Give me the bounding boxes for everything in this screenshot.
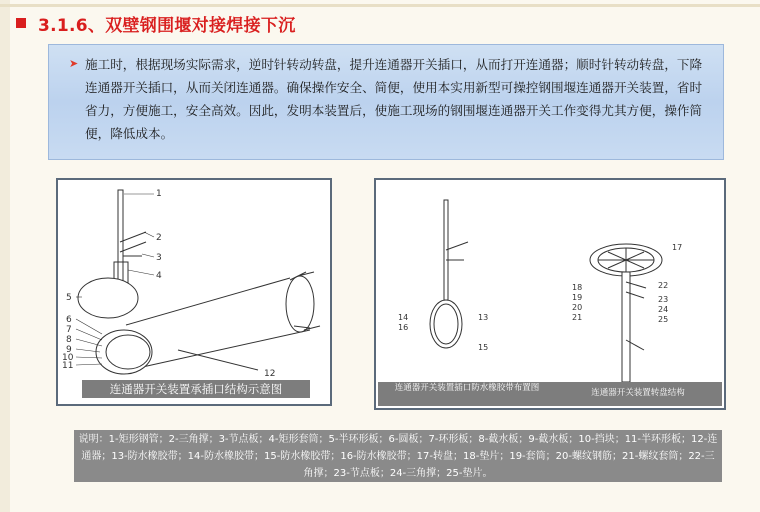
diagram-label: 16 [398,323,409,332]
diagram-label: 14 [398,313,409,322]
diagram-label: 19 [572,293,583,302]
page-title: 3.1.6、双壁钢围堰对接焊接下沉 [38,15,296,36]
title-row [16,12,296,34]
diagram-label: 15 [478,343,489,352]
diagram-label: 8 [66,335,72,345]
square-bullet-icon [16,18,26,28]
intro-text: 施工时，根据现场实际需求，逆时针转动转盘，提升连通器开关插口，从而打开连通器；顺时针转动转盘，下降连通器开关插口，从而关闭连通器。确保操作安全、简便，使用本实用新型可操控钢围堰连通器开关装置，省时省力，方便施工，安全高效。因此，发明本装置后，使施工现场的钢围堰连通器开关工作变得尤其方便，操作简便，降低成本。 [85,57,703,141]
diagram-label: 10 [62,353,74,363]
diagram-label: 9 [66,345,72,355]
diagram-label: 12 [264,369,276,379]
diagram-label: 13 [478,313,489,322]
figure-right-caption-bar [378,382,722,406]
diagram-label: 1 [156,189,162,199]
diagram-label: 24 [658,305,669,314]
diagram-label: 21 [572,313,583,322]
diagram-label: 4 [156,271,162,281]
diagram-label: 18 [572,283,583,292]
diagram-label: 22 [658,281,669,290]
page-side-bar [0,0,10,512]
figure-left-caption: 连通器开关装置承插口结构示意图 [82,380,310,398]
diagram-label: 11 [62,361,74,371]
diagram-label: 5 [66,293,72,303]
socket-structure-diagram [58,180,330,404]
diagram-label: 23 [658,295,669,304]
intro-box [48,44,724,160]
page-top-line [0,4,760,7]
diagram-label: 25 [658,315,669,324]
legend-box: 说明：1-矩形钢管；2-三角撑；3-节点板；4-矩形套筒；5-半环形板；6-圆板；7-环形板；8-截水板；9-截水板；10-挡块；11-半环形板；12-连通器；13-防水橡胶带；14-防水橡胶带；15-防水橡胶带；16-防水橡胶带；17-转盘；18-垫片；19-套筒；20-螺纹钢筋；21-螺纹套筒；22-三角撑；23-节点板；24-三角撑；25-垫片。 [74,430,722,482]
diagram-label: 17 [672,243,683,252]
figure-right-caption-a: 连通器开关装置插口防水橡胶带布置图 [394,383,540,393]
arrow-right-icon: ➤ [69,57,79,70]
diagram-label: 3 [156,253,162,263]
figure-right-caption-b: 连通器开关装置转盘结构 [591,388,685,398]
diagram-label: 7 [66,325,72,335]
figure-left [56,178,332,406]
figure-right [374,178,726,410]
waterproof-and-turntable-diagram [376,180,724,384]
diagram-label: 6 [66,315,72,325]
diagram-label: 20 [572,303,583,312]
diagram-label: 2 [156,233,162,243]
